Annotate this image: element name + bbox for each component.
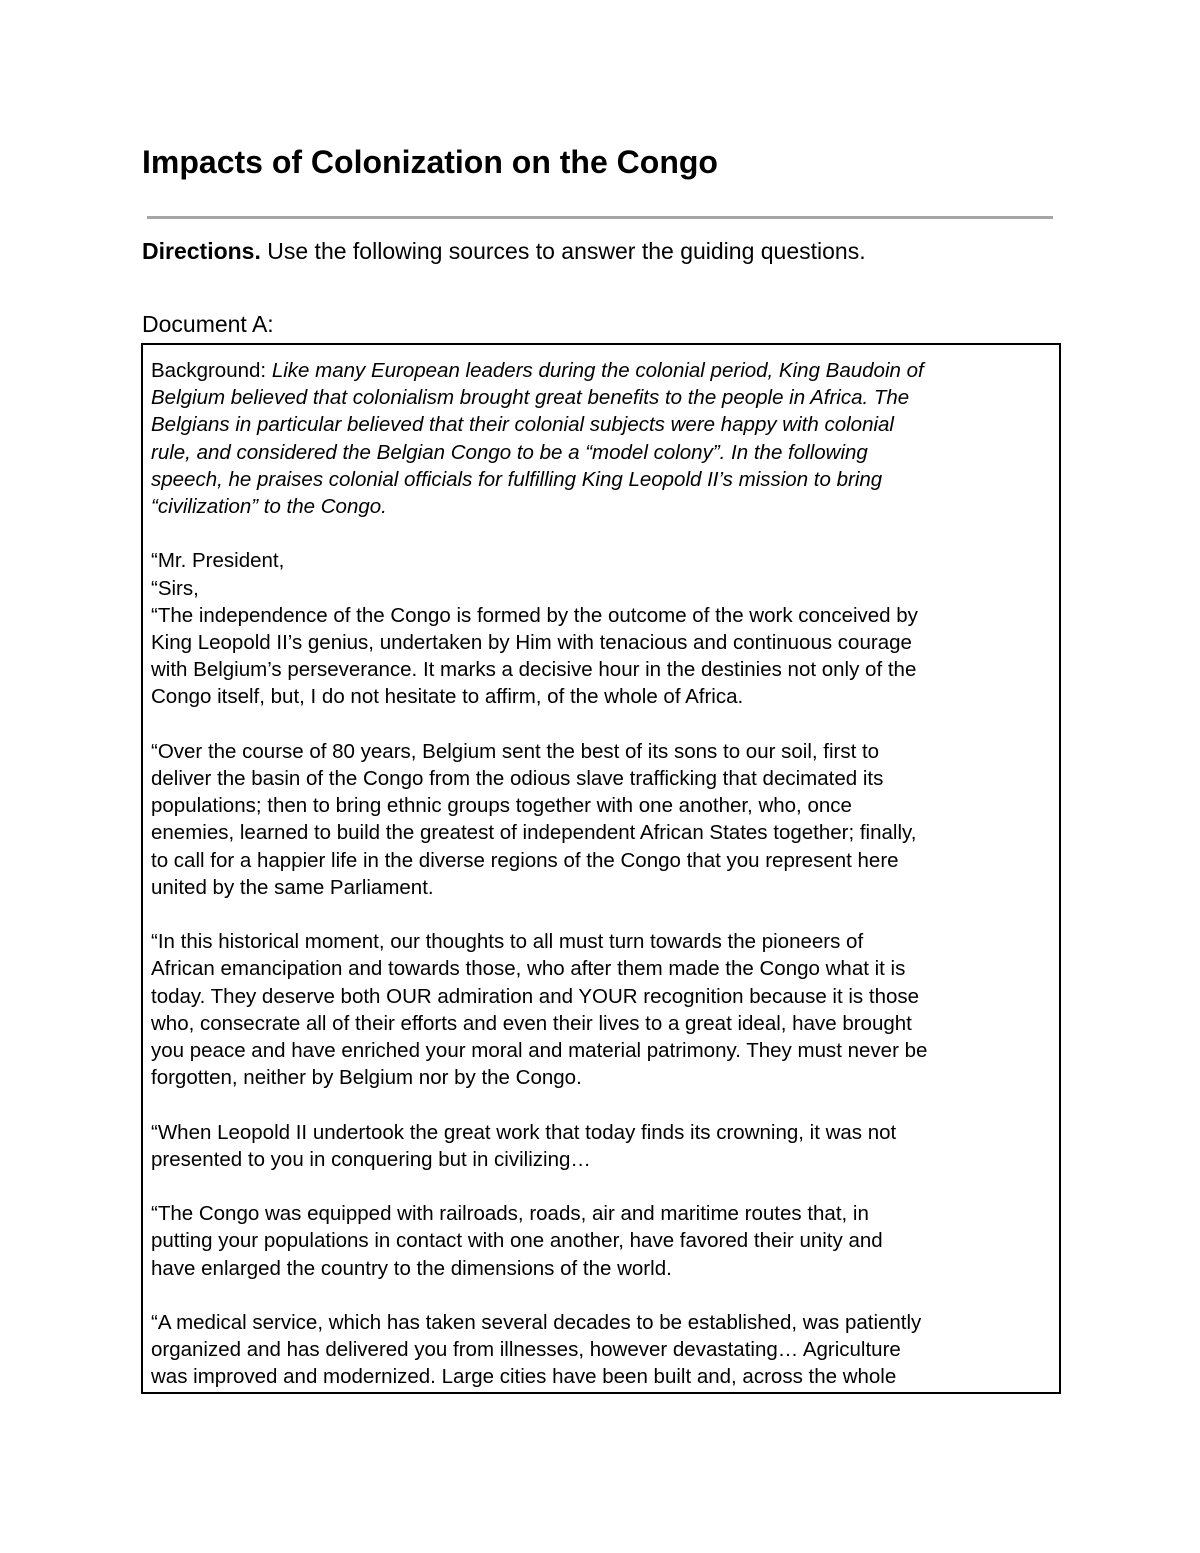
background-text: Like many European leaders during the colonial period, King Baudoin of [271,359,924,382]
speech-line: African emancipation and towards those, who after them made the Congo what it is [151,957,906,981]
title-divider [147,216,1053,219]
speech-line: you peace and have enriched your moral and material patrimony. They must never be [151,1039,928,1063]
speech-line: putting your populations in contact with one another, have favored their unity and [151,1229,883,1253]
salutation-line: “Mr. President, [151,549,285,573]
speech-line: with Belgium’s perseverance. It marks a decisive hour in the destinies not only of the [151,658,917,682]
document-a-box [141,343,1061,1394]
speech-line: “In this historical moment, our thoughts to all must turn towards the pioneers of [151,930,864,954]
background-line: speech, he praises colonial officials for fulfilling King Leopold II’s mission to bring [151,467,883,491]
background-line: “civilization” to the Congo. [151,495,387,519]
speech-line: who, consecrate all of their efforts and even their lives to a great ideal, have brought [151,1011,912,1035]
speech-line: united by the same Parliament. [151,875,434,899]
speech-line: “Over the course of 80 years, Belgium sent the best of its sons to our soil, first to [151,739,880,763]
directions-text: Use the following sources to answer the guiding questions. [267,238,866,264]
background-line: rule, and considered the Belgian Congo to be a “model colony”. In the following [151,440,868,464]
speech-line: “A medical service, which has taken several decades to be established, was patiently [151,1311,922,1335]
background-line: Belgians in particular believed that their colonial subjects were happy with colonial [151,413,894,437]
speech-line: populations; then to bring ethnic groups together with one another, who, once [151,794,852,818]
speech-line: today. They deserve both OUR admiration and YOUR recognition because it is those [151,984,920,1008]
speech-line: forgotten, neither by Belgium nor by the Congo. [151,1066,582,1090]
page-title: Impacts of Colonization on the Congo [142,144,718,180]
speech-line: King Leopold II’s genius, undertaken by Him with tenacious and continuous courage [151,631,912,655]
background-line: Belgium believed that colonialism brought great benefits to the people in Africa. The [151,386,910,410]
salutation-line: “Sirs, [151,576,199,600]
document-a-label: Document A: [142,311,274,337]
speech-line: “The Congo was equipped with railroads, roads, air and maritime routes that, in [151,1202,869,1226]
speech-line: organized and has delivered you from illnesses, however devastating… Agriculture [151,1338,901,1362]
speech-line: presented to you in conquering but in civilizing… [151,1147,591,1171]
background-line [151,357,1059,384]
speech-line: was improved and modernized. Large cities have been built and, across the whole [151,1365,897,1389]
background-label: Background: [151,359,267,382]
speech-line: Congo itself, but, I do not hesitate to affirm, of the whole of Africa. [151,685,744,709]
speech-line: “When Leopold II undertook the great work that today finds its crowning, it was not [151,1120,897,1144]
speech-line: deliver the basin of the Congo from the odious slave trafficking that decimated its [151,767,884,791]
directions-label: Directions. [142,238,261,264]
directions [142,235,866,267]
speech-line: enemies, learned to build the greatest of independent African States together; finally, [151,821,917,845]
speech-line: have enlarged the country to the dimensions of the world. [151,1256,672,1280]
speech-line: “The independence of the Congo is formed by the outcome of the work conceived by [151,603,918,627]
speech-line: to call for a happier life in the diverse regions of the Congo that you represent here [151,848,899,872]
